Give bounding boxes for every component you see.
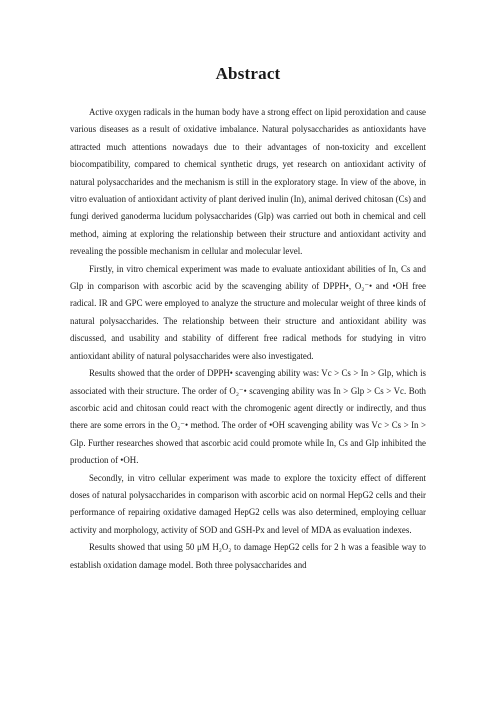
abstract-body: [70, 104, 426, 574]
paragraph-1: Active oxygen radicals in the human body have a strong effect on lipid peroxidation and cause various diseases as a result of oxidative imbalance. Natural polysaccharides as antioxidants have attracted much attentions nowadays due to their advantages of non-toxicity and excellent biocompatibility, compared to chemical synthetic drugs, yet research on antioxidant activity of natural polysaccharides and the mechanism is still in the exploratory stage. In view of the above, in vitro evaluation of antioxidant activity of plant derived inulin (In), animal derived chitosan (Cs) and fungi derived ganoderma lucidum polysaccharides (Glp) was carried out both in chemical and cell method, aiming at exploring the relationship between their structure and antioxidant activity and revealing the possible mechanism in cellular and molecular level.: [70, 107, 426, 257]
paragraph-4: Secondly, in vitro cellular experiment was made to explore the toxicity effect of different doses of natural polysaccharides in comparison with ascorbic acid on normal HepG2 cells and their performance of repairing oxidative damaged HepG2 cells was also determined, employing celluar activity and morphology, activity of SOD and GSH-Px and level of MDA as evaluation indexes.: [70, 472, 426, 535]
paragraph-2: Firstly, in vitro chemical experiment was made to evaluate antioxidant abilities of In, Cs and Glp in comparison with ascorbic acid by the scavenging ability of DPPH•, O₂⁻• and •OH free radical. IR and GPC were employed to analyze the structure and molecular weight of three kinds of natural polysaccharides. The relationship between their structure and antioxidant ability was discussed, and usability and stability of different free radical methods for studying in vitro antioxidant ability of natural polysaccharides were also investigated.: [70, 263, 426, 361]
abstract-title: Abstract: [215, 64, 281, 83]
paragraph-5: Results showed that using 50 μM H₂O₂ to damage HepG2 cells for 2 h was a feasible way to establish oxidation damage model. Both three polysaccharides and: [70, 542, 426, 570]
paragraph-3: Results showed that the order of DPPH• scavenging ability was: Vc > Cs > In > Glp, which is associated with their structure. The order of O₂⁻• scavenging ability was In > Glp > Cs > Vc. Both ascorbic acid and chitosan could react with the chromogenic agent directly or indirectly, and thus there are some errors in the O₂⁻• method. The order of •OH scavenging ability was Vc > Cs > In > Glp. Further researches showed that ascorbic acid could promote while In, Cs and Glp inhibited the production of •OH.: [70, 368, 426, 466]
